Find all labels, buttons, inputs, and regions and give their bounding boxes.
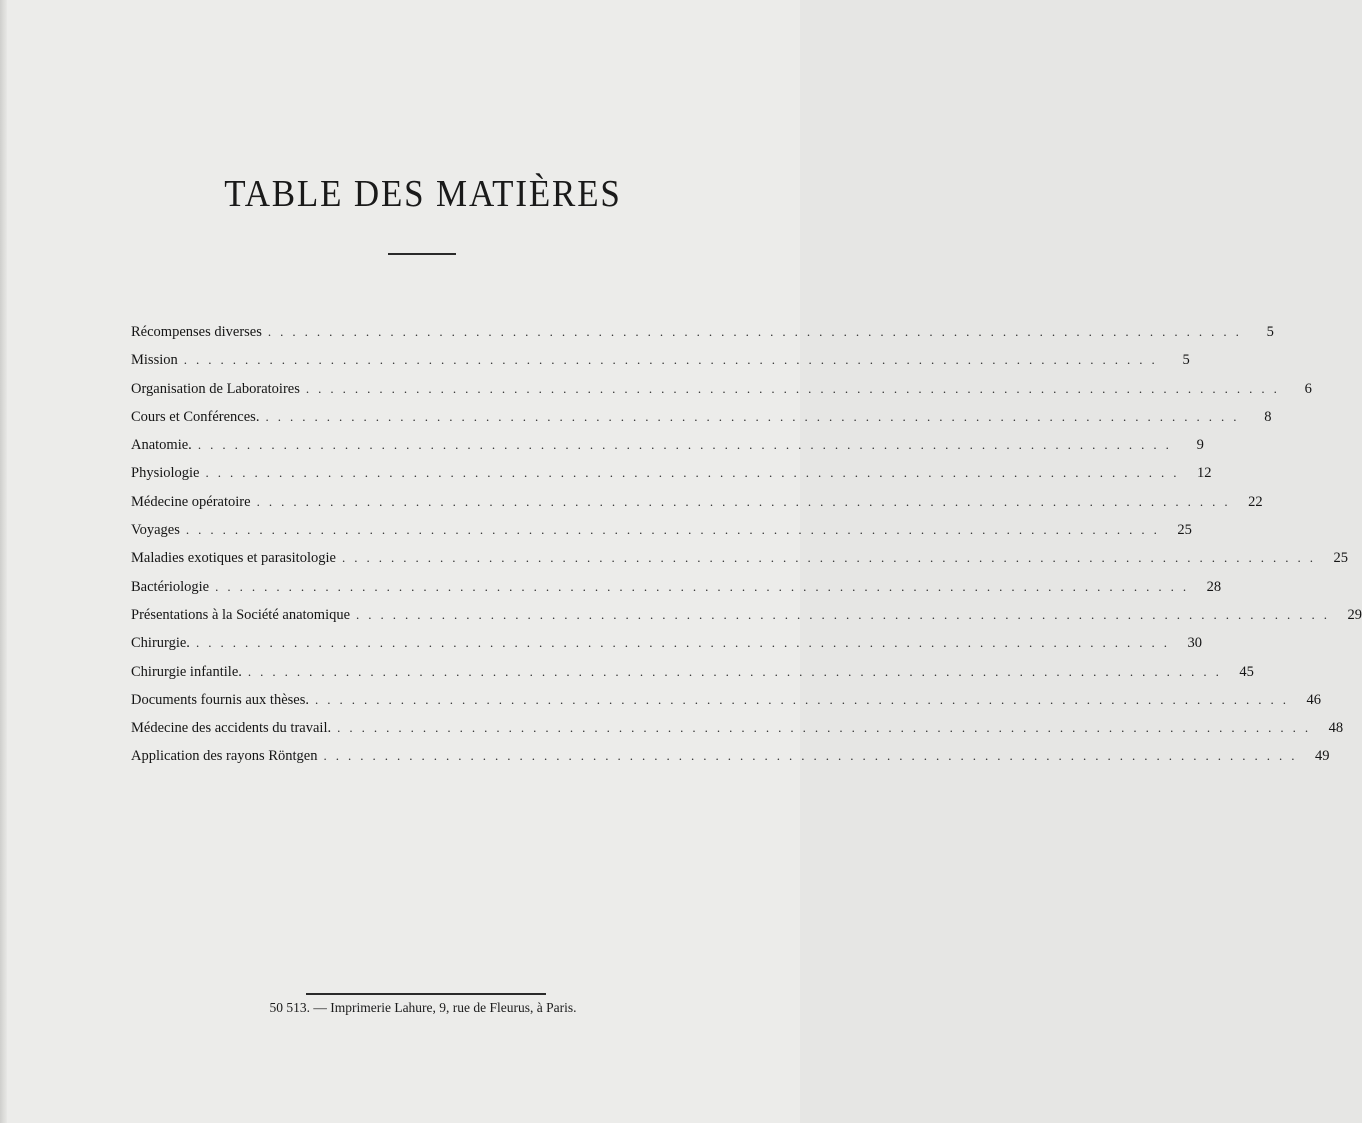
- toc-entry: [131, 493, 1263, 522]
- toc-entry: [131, 635, 1202, 663]
- toc-entry-label: Bactériologie: [131, 578, 210, 595]
- dot-leader: ................................................................................: [197, 437, 1178, 453]
- toc-entry-label: Organisation de Laboratoires: [131, 380, 300, 397]
- toc-entry-label: Récompenses diverses: [131, 324, 262, 340]
- toc-entry-label: Documents fournis aux thèses.: [131, 691, 309, 708]
- dot-leader: ................................................................................: [356, 606, 1337, 622]
- toc-entry-label: Maladies exotiques et parasitologie: [131, 550, 336, 567]
- toc-entry: [131, 522, 1192, 550]
- dot-leader: ................................................................................: [337, 720, 1318, 736]
- dot-leader: ................................................................................: [305, 380, 1286, 396]
- toc-entry-label: Médecine des accidents du travail.: [131, 720, 332, 737]
- dot-leader: ................................................................................: [265, 408, 1246, 424]
- dot-leader: ................................................................................: [256, 493, 1237, 509]
- toc-entry-page-number: 48: [1328, 720, 1344, 737]
- toc-entry: [131, 748, 1330, 776]
- toc-entry-page-number: 12: [1196, 465, 1212, 482]
- printer-imprint: 50 513. — Imprimerie Lahure, 9, rue de Fleurus, à Paris.: [269, 1000, 577, 1015]
- toc-entry: [131, 578, 1222, 607]
- toc-entry: [131, 720, 1344, 748]
- toc-entry-label: Chirurgie.: [131, 635, 190, 652]
- toc-entry-page-number: 8: [1264, 408, 1272, 425]
- dot-leader: ................................................................................: [215, 578, 1196, 594]
- toc-entry-label: Présentations à la Société anatomique: [131, 606, 351, 623]
- toc-entry-page-number: 30: [1187, 635, 1202, 652]
- toc-entry-page-number: 25: [1333, 550, 1348, 567]
- dot-leader: ................................................................................: [315, 691, 1295, 707]
- toc-entry-label: Chirurgie infantile.: [131, 663, 242, 680]
- toc-entry-label: Cours et Conférences.: [131, 408, 260, 425]
- dot-leader: ................................................................................: [195, 635, 1176, 651]
- toc-entry-page-number: 9: [1196, 437, 1204, 454]
- toc-entry: [131, 324, 1274, 352]
- toc-entry-label: Voyages: [131, 522, 180, 539]
- toc-entry-page-number: 25: [1177, 522, 1192, 539]
- toc-entry: [131, 465, 1212, 493]
- toc-entry-page-number: 5: [1182, 352, 1190, 369]
- toc-entry-label: Mission: [131, 352, 178, 369]
- dot-leader: ................................................................................: [341, 550, 1322, 566]
- toc-entry: [131, 380, 1312, 409]
- page-title: TABLE DES MATIÈRES: [224, 173, 622, 215]
- toc-entry: [131, 550, 1348, 578]
- dot-leader: ................................................................................: [183, 352, 1164, 368]
- toc-entry-page-number: 45: [1239, 663, 1254, 680]
- toc-entry-page-number: 6: [1304, 380, 1312, 397]
- toc-entry-label: Anatomie.: [131, 437, 192, 454]
- title-divider: [388, 253, 456, 255]
- toc-entry: [131, 663, 1254, 692]
- toc-entry-page-number: 28: [1206, 578, 1222, 595]
- dot-leader: ................................................................................: [185, 522, 1166, 538]
- toc-entry: [131, 437, 1204, 465]
- page-edge-shadow: [0, 0, 7, 1123]
- toc-entry-page-number: 22: [1248, 493, 1263, 510]
- dot-leader: ................................................................................: [267, 324, 1248, 339]
- toc-entry-page-number: 29: [1347, 606, 1362, 623]
- toc-entry-page-number: 5: [1266, 324, 1274, 340]
- table-of-contents: [131, 324, 1362, 777]
- toc-entry-label: Physiologie: [131, 465, 200, 482]
- toc-entry: [131, 606, 1362, 635]
- footer-divider: [306, 993, 546, 995]
- toc-entry-page-number: 46: [1306, 691, 1321, 708]
- toc-entry: [131, 408, 1272, 437]
- toc-entry-label: Médecine opératoire: [131, 493, 251, 510]
- toc-entry: [131, 352, 1190, 380]
- dot-leader: ................................................................................: [205, 465, 1186, 481]
- dot-leader: ................................................................................: [323, 748, 1304, 764]
- toc-entry-page-number: 49: [1314, 748, 1330, 765]
- toc-entry-label: Application des rayons Röntgen: [131, 748, 318, 765]
- toc-entry: [131, 691, 1321, 720]
- dot-leader: ................................................................................: [247, 663, 1228, 679]
